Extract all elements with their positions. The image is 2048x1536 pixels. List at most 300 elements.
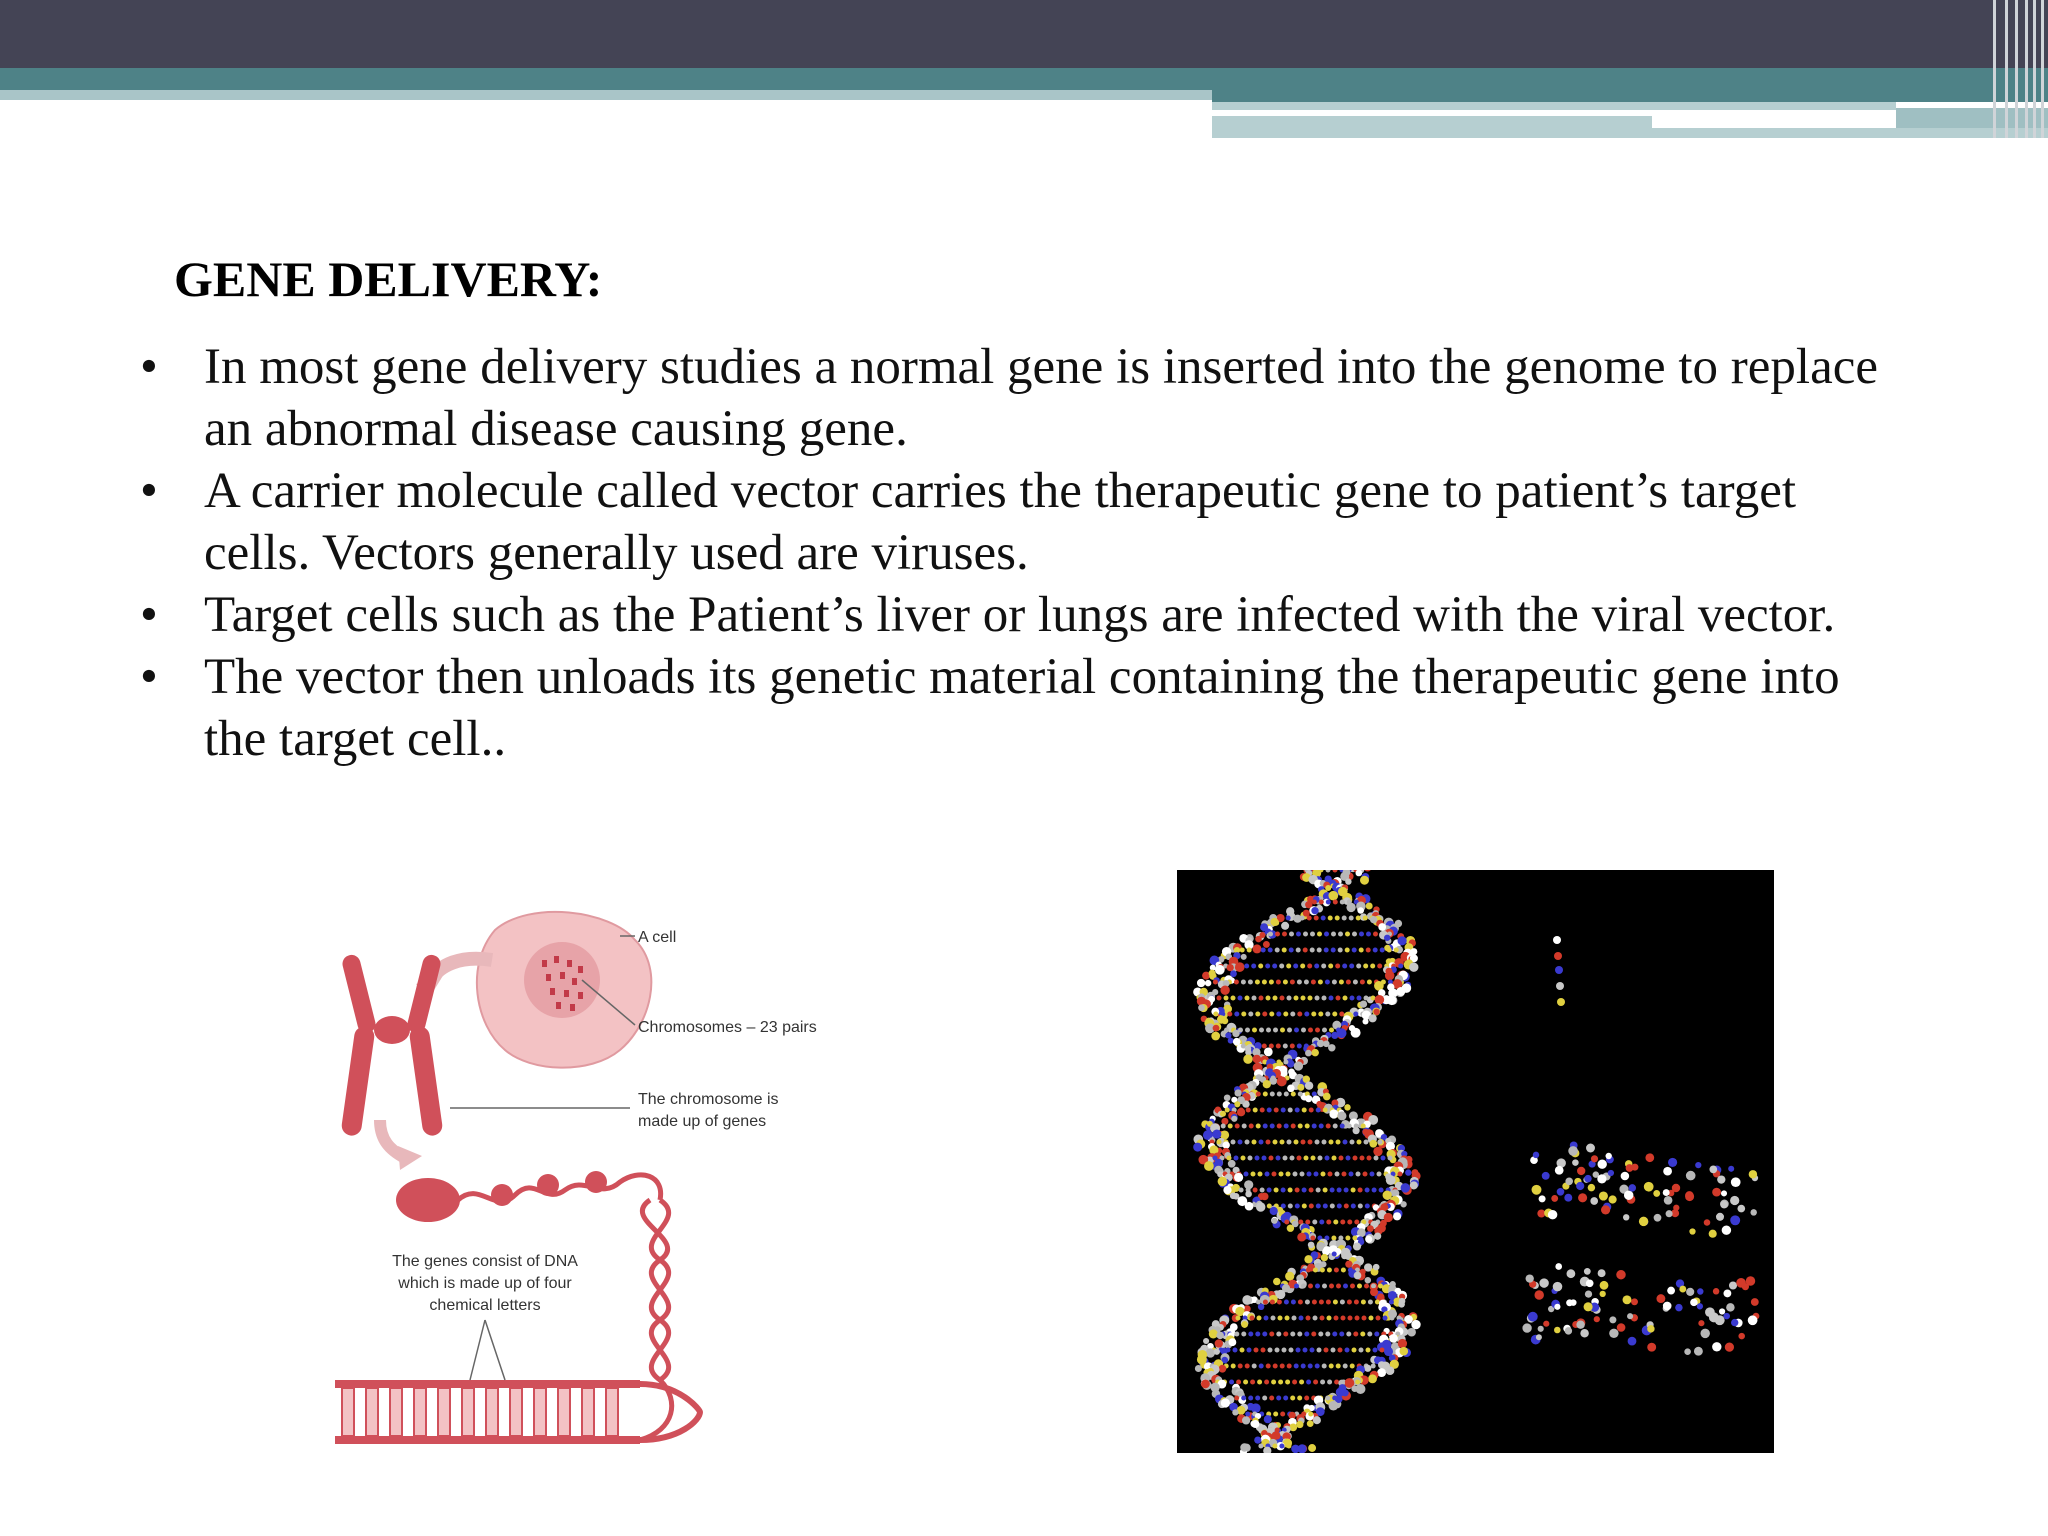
atom-icon (1244, 1172, 1249, 1177)
atom-icon (1629, 1184, 1636, 1191)
atom-icon (1254, 1436, 1261, 1443)
atom-icon (1599, 1191, 1608, 1200)
atom-icon (1229, 1380, 1234, 1385)
atom-icon (1283, 1044, 1288, 1049)
atom-icon (1301, 996, 1306, 1001)
atom-icon (1321, 1254, 1328, 1261)
atom-icon (1308, 1444, 1316, 1452)
atom-icon (1675, 1304, 1682, 1311)
atom-icon (1259, 1364, 1264, 1369)
atom-icon (1750, 1209, 1756, 1215)
atom-icon (1288, 1204, 1293, 1209)
atom-icon (1331, 948, 1336, 953)
atom-icon (1258, 1444, 1263, 1449)
atom-icon (1284, 1092, 1289, 1097)
atom-icon (1326, 1124, 1331, 1129)
atom-icon (1262, 1044, 1267, 1049)
atom-icon (1748, 1315, 1758, 1325)
atom-icon (1698, 1320, 1704, 1326)
atom-icon (1294, 1061, 1303, 1070)
atom-icon (1275, 1348, 1280, 1353)
atom-icon (1317, 932, 1322, 937)
atom-icon (1329, 1140, 1334, 1145)
atom-icon (1373, 932, 1378, 937)
atom-icon (1384, 935, 1390, 941)
atom-icon (1230, 970, 1237, 977)
atom-icon (1565, 1327, 1572, 1334)
atom-icon (1224, 1094, 1231, 1101)
atom-icon (1270, 1207, 1278, 1215)
atom-icon (1303, 1348, 1308, 1353)
atom-icon (1343, 1364, 1348, 1369)
header-teal-bar (0, 68, 2048, 90)
atom-icon (1296, 1348, 1301, 1353)
atom-icon (1291, 1300, 1296, 1305)
atom-icon (1209, 1329, 1218, 1338)
atom-icon (1345, 878, 1351, 884)
atom-icon (1241, 1396, 1246, 1401)
atom-icon (1365, 1204, 1370, 1209)
atom-icon (1234, 1332, 1239, 1337)
atom-icon (1256, 1092, 1261, 1097)
atom-icon (1328, 964, 1333, 969)
atom-icon (1324, 1348, 1329, 1353)
atom-icon (1304, 1332, 1309, 1337)
atom-icon (1371, 1284, 1376, 1289)
atom-icon (1700, 1329, 1709, 1338)
atom-icon (1585, 1290, 1592, 1297)
atom-icon (1279, 1172, 1284, 1177)
atom-icon (1310, 1236, 1315, 1241)
atom-icon (1318, 980, 1323, 985)
atom-icon (1387, 948, 1392, 953)
atom-icon (1290, 1044, 1295, 1049)
atom-icon (1252, 1364, 1257, 1369)
atom-icon (1539, 1195, 1546, 1202)
atom-icon (1217, 1140, 1222, 1145)
atom-icon (1266, 1140, 1271, 1145)
atom-icon (1375, 995, 1385, 1005)
atom-icon (1738, 1333, 1744, 1339)
atom-icon (1263, 941, 1270, 948)
atom-icon (1398, 936, 1407, 945)
atom-icon (1242, 1295, 1252, 1305)
label-dna-2: which is made up of four (398, 1275, 572, 1292)
atom-icon (1709, 1230, 1717, 1238)
atom-icon (1227, 1012, 1232, 1017)
atom-icon (1284, 1124, 1289, 1129)
atom-icon (1234, 1396, 1239, 1401)
atom-icon (1346, 980, 1351, 985)
atom-icon (1264, 1415, 1272, 1423)
atom-icon (1302, 1204, 1307, 1209)
atom-icon (1239, 1188, 1244, 1193)
atom-icon (1318, 1332, 1323, 1337)
atom-icon (1215, 1339, 1223, 1347)
atom-icon (1299, 1316, 1304, 1321)
atom-icon (1720, 1201, 1727, 1208)
atom-icon (1335, 1172, 1340, 1177)
atom-icon (1597, 1174, 1606, 1183)
atom-icon (1245, 1028, 1250, 1033)
atom-icon (1252, 1028, 1257, 1033)
atom-icon (1345, 948, 1350, 953)
atom-icon (1398, 1339, 1407, 1348)
atom-icon (1380, 948, 1385, 953)
atom-icon (1616, 1270, 1625, 1279)
atom-icon (1373, 1009, 1379, 1015)
atom-icon (1351, 1204, 1356, 1209)
atom-icon (1411, 1320, 1420, 1329)
atom-icon (1273, 996, 1278, 1001)
atom-icon (1319, 1300, 1324, 1305)
atom-icon (1377, 964, 1382, 969)
atom-icon (1309, 1204, 1314, 1209)
atom-icon (1276, 1044, 1281, 1049)
atom-icon (1334, 1268, 1339, 1273)
atom-icon (1366, 1348, 1371, 1353)
atom-icon (1282, 948, 1287, 953)
atom-icon (1295, 1188, 1300, 1193)
atom-icon (1263, 1080, 1271, 1088)
atom-icon (1287, 1364, 1292, 1369)
atom-icon (1357, 1140, 1362, 1145)
atom-icon (1381, 1156, 1386, 1161)
atom-icon (1298, 1124, 1303, 1129)
atom-icon (1522, 1323, 1531, 1332)
atom-icon (1248, 1012, 1253, 1017)
atom-icon (1588, 1184, 1595, 1191)
dna-double-helix (1193, 870, 1421, 1453)
atom-icon (1664, 1196, 1673, 1205)
atom-icon (1256, 1202, 1265, 1211)
bullet-text: Target cells such as the Patient’s liver or lungs are infected with the viral vector. (204, 587, 1836, 643)
atom-icon (1576, 1182, 1584, 1190)
atom-icon (1360, 1000, 1367, 1007)
atom-icon (1214, 1349, 1220, 1355)
atom-icon (1376, 1316, 1381, 1321)
atom-icon (1538, 1326, 1544, 1332)
atom-icon (1241, 954, 1247, 960)
atom-icon (1351, 1188, 1356, 1193)
atom-icon (1227, 1156, 1232, 1161)
atom-icon (1329, 996, 1334, 1001)
atom-icon (1290, 1396, 1295, 1401)
atom-icon (1319, 900, 1324, 905)
atom-icon (1274, 1108, 1279, 1113)
atom-icon (1228, 1124, 1233, 1129)
base-pair-molecules (1522, 936, 1759, 1356)
atom-icon (1365, 1277, 1371, 1283)
atom-icon (1300, 964, 1305, 969)
atom-icon (1543, 1321, 1549, 1327)
atom-icon (1284, 1300, 1289, 1305)
atom-icon (1329, 1364, 1334, 1369)
atom-icon (1323, 1093, 1331, 1101)
atom-icon (1308, 1028, 1313, 1033)
atom-icon (1263, 1092, 1268, 1097)
atom-icon (1271, 1076, 1276, 1081)
atom-icon (1577, 1167, 1585, 1175)
atom-icon (1364, 1140, 1369, 1145)
atom-icon (1256, 1124, 1261, 1129)
atom-icon (1341, 1316, 1346, 1321)
atom-icon (1290, 1332, 1295, 1337)
atom-icon (1306, 1380, 1311, 1385)
atom-icon (1341, 1268, 1346, 1273)
atom-icon (1296, 1421, 1303, 1428)
atom-icon (1197, 1355, 1207, 1365)
atom-icon (1551, 1195, 1558, 1202)
atom-icon (1303, 932, 1308, 937)
atom-icon (1255, 1012, 1260, 1017)
atom-icon (1355, 1380, 1360, 1385)
atom-icon (1304, 1012, 1309, 1017)
atom-icon (1359, 948, 1364, 953)
atom-icon (1288, 1108, 1293, 1113)
atom-icon (1346, 903, 1355, 912)
atom-icon (1298, 1444, 1307, 1453)
atom-icon (1302, 1108, 1307, 1113)
atom-icon (1621, 1172, 1630, 1181)
atom-icon (1285, 1272, 1294, 1281)
atom-icon (1300, 916, 1305, 921)
atom-icon (1533, 1152, 1539, 1158)
atom-icon (1248, 1396, 1253, 1401)
atom-icon (1686, 1288, 1694, 1296)
atom-icon (1338, 948, 1343, 953)
bullet-dot: • (140, 463, 158, 519)
atom-icon (1378, 1140, 1383, 1145)
atom-icon (1323, 1188, 1328, 1193)
atom-icon (1232, 1409, 1238, 1415)
atom-icon (1264, 1316, 1269, 1321)
atom-icon (1321, 916, 1326, 921)
atom-icon (1350, 1364, 1355, 1369)
atom-icon (1379, 1188, 1384, 1193)
header-light-stripe-lower (1212, 116, 1652, 138)
atom-icon (1378, 923, 1386, 931)
atom-icon (1276, 980, 1281, 985)
atom-icon (1251, 1420, 1259, 1428)
atom-icon (1313, 1380, 1318, 1385)
atom-icon (1345, 932, 1350, 937)
atom-icon (1260, 1188, 1265, 1193)
atom-icon (1334, 1316, 1339, 1321)
atom-icon (1356, 964, 1361, 969)
atom-icon (1264, 1380, 1269, 1385)
atom-icon (1246, 1108, 1251, 1113)
atom-icon (1283, 1060, 1288, 1065)
atom-icon (1280, 1140, 1285, 1145)
atom-icon (1354, 1220, 1359, 1225)
atom-icon (1330, 1204, 1335, 1209)
atom-icon (1316, 1204, 1321, 1209)
atom-icon (1712, 1342, 1721, 1351)
atom-icon (1274, 1188, 1279, 1193)
atom-icon (1294, 1028, 1299, 1033)
atom-icon (1263, 1300, 1268, 1305)
cell-icon (477, 912, 651, 1068)
atom-icon (1340, 1124, 1345, 1129)
atom-icon (1347, 1124, 1352, 1129)
atom-icon (1325, 1156, 1330, 1161)
atom-icon (1232, 1030, 1239, 1037)
atom-icon (1366, 932, 1371, 937)
atom-icon (1316, 1108, 1321, 1113)
atom-icon (1364, 1365, 1371, 1372)
atom-icon (1340, 900, 1345, 905)
atom-icon (1269, 1332, 1274, 1337)
atom-icon (1609, 1329, 1618, 1338)
atom-icon (1295, 1204, 1300, 1209)
atom-icon (1373, 1348, 1378, 1353)
atom-icon (1283, 980, 1288, 985)
atom-icon (1270, 1124, 1275, 1129)
bullet-text: The vector then unloads its genetic material containing the therapeutic gene into the target cell.. (204, 649, 1840, 767)
atom-icon (1254, 948, 1259, 953)
atom-icon (1370, 1172, 1375, 1177)
atom-icon (1305, 1050, 1312, 1057)
atom-icon (1268, 948, 1273, 953)
atom-icon (1277, 1092, 1282, 1097)
atom-icon (1360, 876, 1369, 885)
atom-icon (1567, 1269, 1576, 1278)
atom-icon (1317, 1348, 1322, 1353)
atom-icon (1213, 1012, 1218, 1017)
atom-icon (1327, 1268, 1332, 1273)
atom-icon (1554, 1327, 1561, 1334)
atom-icon (1205, 980, 1211, 986)
atom-icon (1353, 1332, 1358, 1337)
atom-icon (1297, 1012, 1302, 1017)
atom-icon (1301, 1028, 1306, 1033)
atom-icon (1268, 1348, 1273, 1353)
atom-icon (1311, 907, 1318, 914)
atom-icon (1234, 1156, 1239, 1161)
atom-icon (1557, 1188, 1565, 1196)
atom-icon (1297, 1156, 1302, 1161)
atom-icon (1293, 916, 1298, 921)
atom-icon (1385, 971, 1394, 980)
atom-icon (1289, 932, 1294, 937)
atom-icon (1242, 1416, 1250, 1424)
atom-icon (1555, 966, 1563, 974)
atom-icon (1368, 1374, 1377, 1383)
atom-icon (1690, 1299, 1697, 1306)
atom-icon (1751, 1298, 1759, 1306)
atom-icon (1281, 922, 1289, 930)
atom-icon (1342, 964, 1347, 969)
atom-icon (1215, 965, 1225, 975)
atom-icon (1320, 1316, 1325, 1321)
atom-icon (1298, 1092, 1303, 1097)
atom-icon (1241, 1012, 1246, 1017)
atom-icon (1273, 1364, 1278, 1369)
atom-icon (1332, 1252, 1337, 1257)
atom-icon (1287, 1085, 1294, 1092)
bullet-dot: • (140, 339, 158, 395)
atom-icon (1231, 1364, 1236, 1369)
atom-icon (1305, 1095, 1312, 1102)
atom-icon (1241, 980, 1246, 985)
atom-icon (1736, 1278, 1746, 1288)
dna-ladder (335, 1380, 700, 1444)
atom-icon (1314, 916, 1319, 921)
atom-icon (1663, 1302, 1672, 1311)
atom-icon (1557, 998, 1565, 1006)
atom-icon (1217, 996, 1222, 1001)
atom-icon (1721, 1190, 1727, 1196)
atom-icon (1301, 1284, 1306, 1289)
atom-icon (1329, 1401, 1339, 1411)
atom-icon (1286, 916, 1291, 921)
atom-icon (1255, 980, 1260, 985)
atom-icon (1363, 1172, 1368, 1177)
atom-icon (1398, 1301, 1405, 1308)
atom-icon (1331, 1236, 1336, 1241)
atom-icon (1305, 1300, 1310, 1305)
atom-icon (1284, 1220, 1289, 1225)
atom-icon (1221, 1398, 1230, 1407)
atom-icon (1324, 932, 1329, 937)
atom-icon (1241, 1321, 1248, 1328)
atom-icon (1389, 1334, 1398, 1343)
atom-icon (1255, 1332, 1260, 1337)
atom-icon (1719, 1308, 1725, 1314)
atom-icon (1568, 1146, 1578, 1156)
atom-icon (1380, 1348, 1385, 1353)
atom-icon (1231, 996, 1236, 1001)
atom-icon (1352, 1348, 1357, 1353)
atom-icon (1248, 1156, 1253, 1161)
atom-icon (1290, 1156, 1295, 1161)
atom-icon (1270, 1300, 1275, 1305)
atom-icon (1310, 1348, 1315, 1353)
atom-icon (1216, 1332, 1223, 1339)
atom-icon (1356, 916, 1361, 921)
atom-icon (1238, 1364, 1243, 1369)
atom-icon (1314, 964, 1319, 969)
atom-icon (1349, 1025, 1355, 1031)
atom-icon (1572, 1159, 1579, 1166)
atom-icon (1258, 1304, 1264, 1310)
atom-icon (1337, 1204, 1342, 1209)
atom-icon (1242, 1124, 1247, 1129)
atom-icon (1631, 1298, 1638, 1305)
atom-icon (1350, 1140, 1355, 1145)
atom-icon (1240, 1443, 1249, 1452)
atom-icon (1308, 1412, 1313, 1417)
atom-icon (1331, 932, 1336, 937)
atom-icon (1213, 1025, 1220, 1032)
atom-icon (1275, 932, 1280, 937)
label-chromosomes: Chromosomes – 23 pairs (638, 1019, 817, 1036)
atom-icon (1325, 1332, 1330, 1337)
atom-icon (1266, 996, 1271, 1001)
atom-icon (1301, 1140, 1306, 1145)
atom-icon (1307, 964, 1312, 969)
atom-icon (1287, 1140, 1292, 1145)
atom-icon (1258, 964, 1263, 969)
atom-icon (1321, 1172, 1326, 1177)
atom-icon (1248, 980, 1253, 985)
atom-icon (1300, 1172, 1305, 1177)
atom-icon (1252, 996, 1257, 1001)
atom-icon (1259, 1028, 1264, 1033)
atom-icon (1627, 1313, 1633, 1319)
atom-icon (1370, 916, 1377, 923)
